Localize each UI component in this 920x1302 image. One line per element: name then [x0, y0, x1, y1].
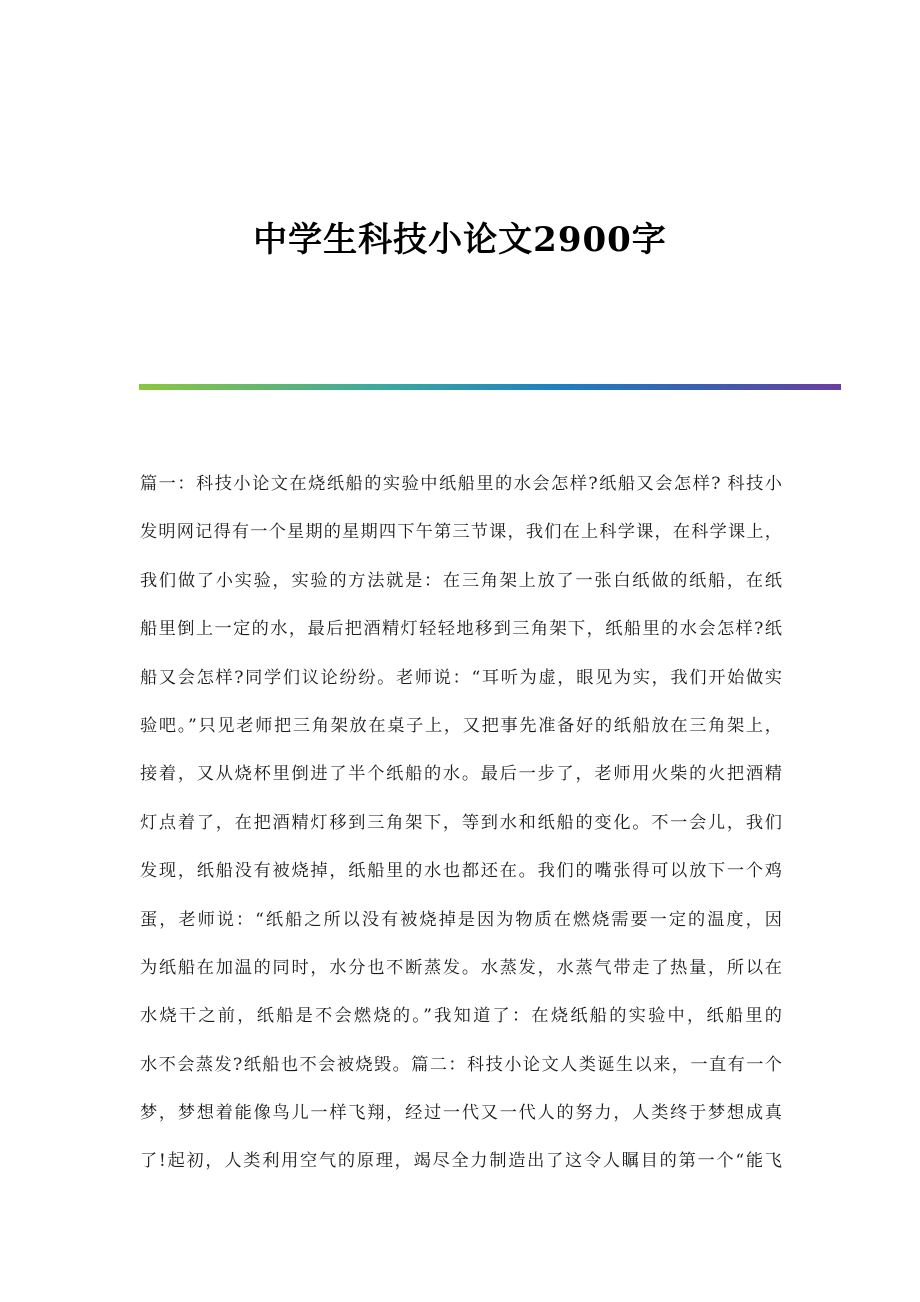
body-line: 水烧干之前，纸船是不会燃烧的。”我知道了：在烧纸船的实验中，纸船里的	[140, 1006, 782, 1027]
body-line: 为纸船在加温的同时，水分也不断蒸发。水蒸发，水蒸气带走了热量，所以在	[140, 957, 782, 978]
body-line: 梦，梦想着能像鸟儿一样飞翔，经过一代又一代人的努力，人类终于梦想成真	[140, 1103, 782, 1124]
body-line: 发现，纸船没有被烧掉，纸船里的水也都还在。我们的嘴张得可以放下一个鸡	[140, 861, 782, 882]
body-line: 船里倒上一定的水，最后把酒精灯轻轻地移到三角架下，纸船里的水会怎样?纸	[140, 619, 782, 640]
document-title: 中学生科技小论文2900字	[253, 220, 667, 260]
body-line: 接着，又从烧杯里倒进了半个纸船的水。最后一步了，老师用火柴的火把酒精	[140, 764, 782, 785]
title-divider	[139, 384, 841, 390]
body-line: 我们做了小实验，实验的方法就是：在三角架上放了一张白纸做的纸船，在纸	[140, 570, 782, 591]
body-line: 水不会蒸发?纸船也不会被烧毁。篇二：科技小论文人类诞生以来，一直有一个	[140, 1054, 782, 1075]
document-body	[140, 460, 782, 1186]
body-line: 篇一：科技小论文在烧纸船的实验中纸船里的水会怎样?纸船又会怎样? 科技小	[140, 474, 782, 494]
body-line: 了!起初，人类利用空气的原理，竭尽全力制造出了这令人瞩目的第一个“能飞	[140, 1151, 782, 1172]
body-line: 蛋，老师说：“纸船之所以没有被烧掉是因为物质在燃烧需要一定的温度，因	[140, 909, 782, 930]
body-line: 灯点着了，在把酒精灯移到三角架下，等到水和纸船的变化。不一会儿，我们	[140, 812, 782, 833]
body-line: 验吧。”只见老师把三角架放在桌子上，又把事先准备好的纸船放在三角架上，	[140, 715, 782, 736]
body-line: 发明网记得有一个星期的星期四下午第三节课，我们在上科学课，在科学课上，	[140, 522, 782, 543]
body-line: 船又会怎样?同学们议论纷纷。老师说：“耳听为虚，眼见为实，我们开始做实	[140, 667, 782, 688]
